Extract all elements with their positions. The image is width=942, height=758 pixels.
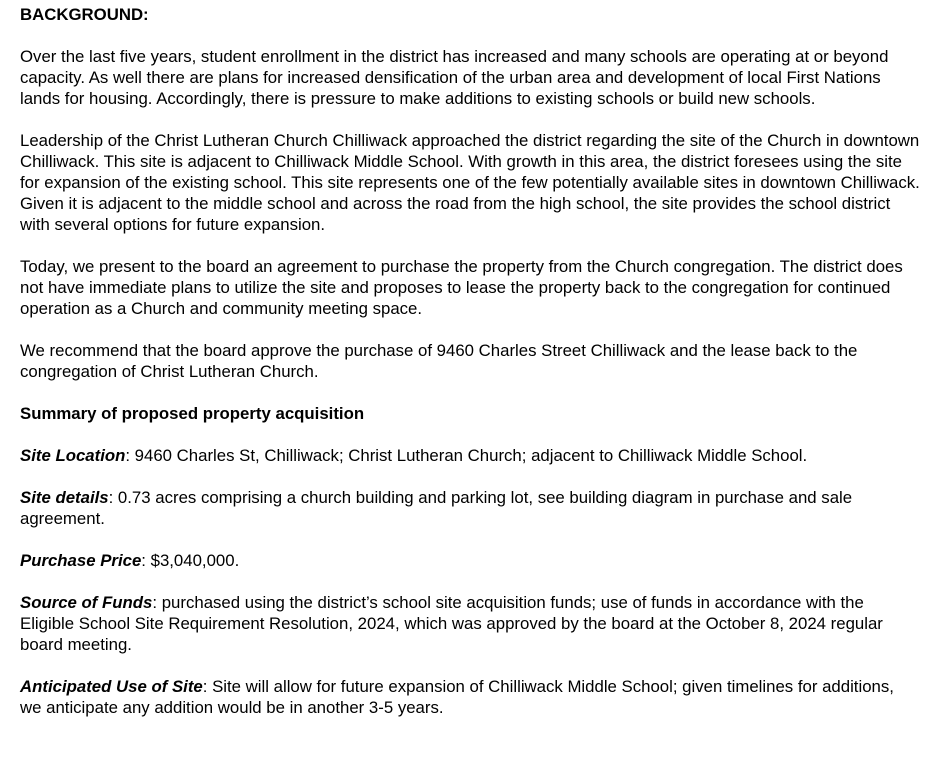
summary-item-anticipated-use (20, 676, 920, 718)
summary-item-label: Anticipated Use of Site (20, 677, 203, 696)
paragraph-recommendation: We recommend that the board approve the purchase of 9460 Charles Street Chilliwack and the lease back to the congregation of Christ Lutheran Church. (20, 341, 858, 381)
summary-item-site-location (20, 445, 920, 466)
summary-item-label: Site Location (20, 446, 126, 465)
summary-item-text: : Site will allow for future expansion of Chilliwack Middle School; given timelines for additions, we anticipate any addition would be in another 3-5 years. (20, 677, 894, 717)
section-heading: BACKGROUND: (20, 5, 149, 24)
summary-item-purchase-price (20, 550, 920, 571)
summary-item-text: : purchased using the district’s school site acquisition funds; use of funds in accordance with the Eligible School Site Requirement Resolution, 2024, which was approved by the board at the October 8, 2024 regular board meeting. (20, 593, 883, 654)
paragraph-agreement: Today, we present to the board an agreement to purchase the property from the Church congregation. The district does not have immediate plans to utilize the site and proposes to lease the property back to the congregation for continued operation as a Church and community meeting space. (20, 257, 903, 318)
summary-heading: Summary of proposed property acquisition (20, 404, 365, 423)
summary-item-text: : $3,040,000. (141, 551, 240, 570)
paragraph-church-site: Leadership of the Christ Lutheran Church Chilliwack approached the district regarding the site of the Church in downtown Chilliwack. This site is adjacent to Chilliwack Middle School. With growth in this area, the district foresees using the site for expansion of the existing school. This site represents one of the few potentially available sites in downtown Chilliwack. Given it is adjacent to the middle school and across the road from the high school, the site provides the school district with several options for future expansion. (20, 131, 920, 234)
summary-item-source-of-funds (20, 592, 920, 655)
summary-item-site-details (20, 487, 920, 529)
summary-item-label: Purchase Price (20, 551, 142, 570)
summary-item-text: : 9460 Charles St, Chilliwack; Christ Lutheran Church; adjacent to Chilliwack Middle School. (125, 446, 808, 465)
document-body (20, 4, 920, 739)
summary-item-label: Source of Funds (20, 593, 153, 612)
summary-item-text: : 0.73 acres comprising a church building and parking lot, see building diagram in purchase and sale agreement. (20, 488, 853, 528)
paragraph-enrollment: Over the last five years, student enrollment in the district has increased and many schools are operating at or beyond capacity. As well there are plans for increased densification of the urban area and development of local First Nations lands for housing. Accordingly, there is pressure to make additions to existing schools or build new schools. (20, 47, 889, 108)
summary-item-label: Site details (20, 488, 109, 507)
